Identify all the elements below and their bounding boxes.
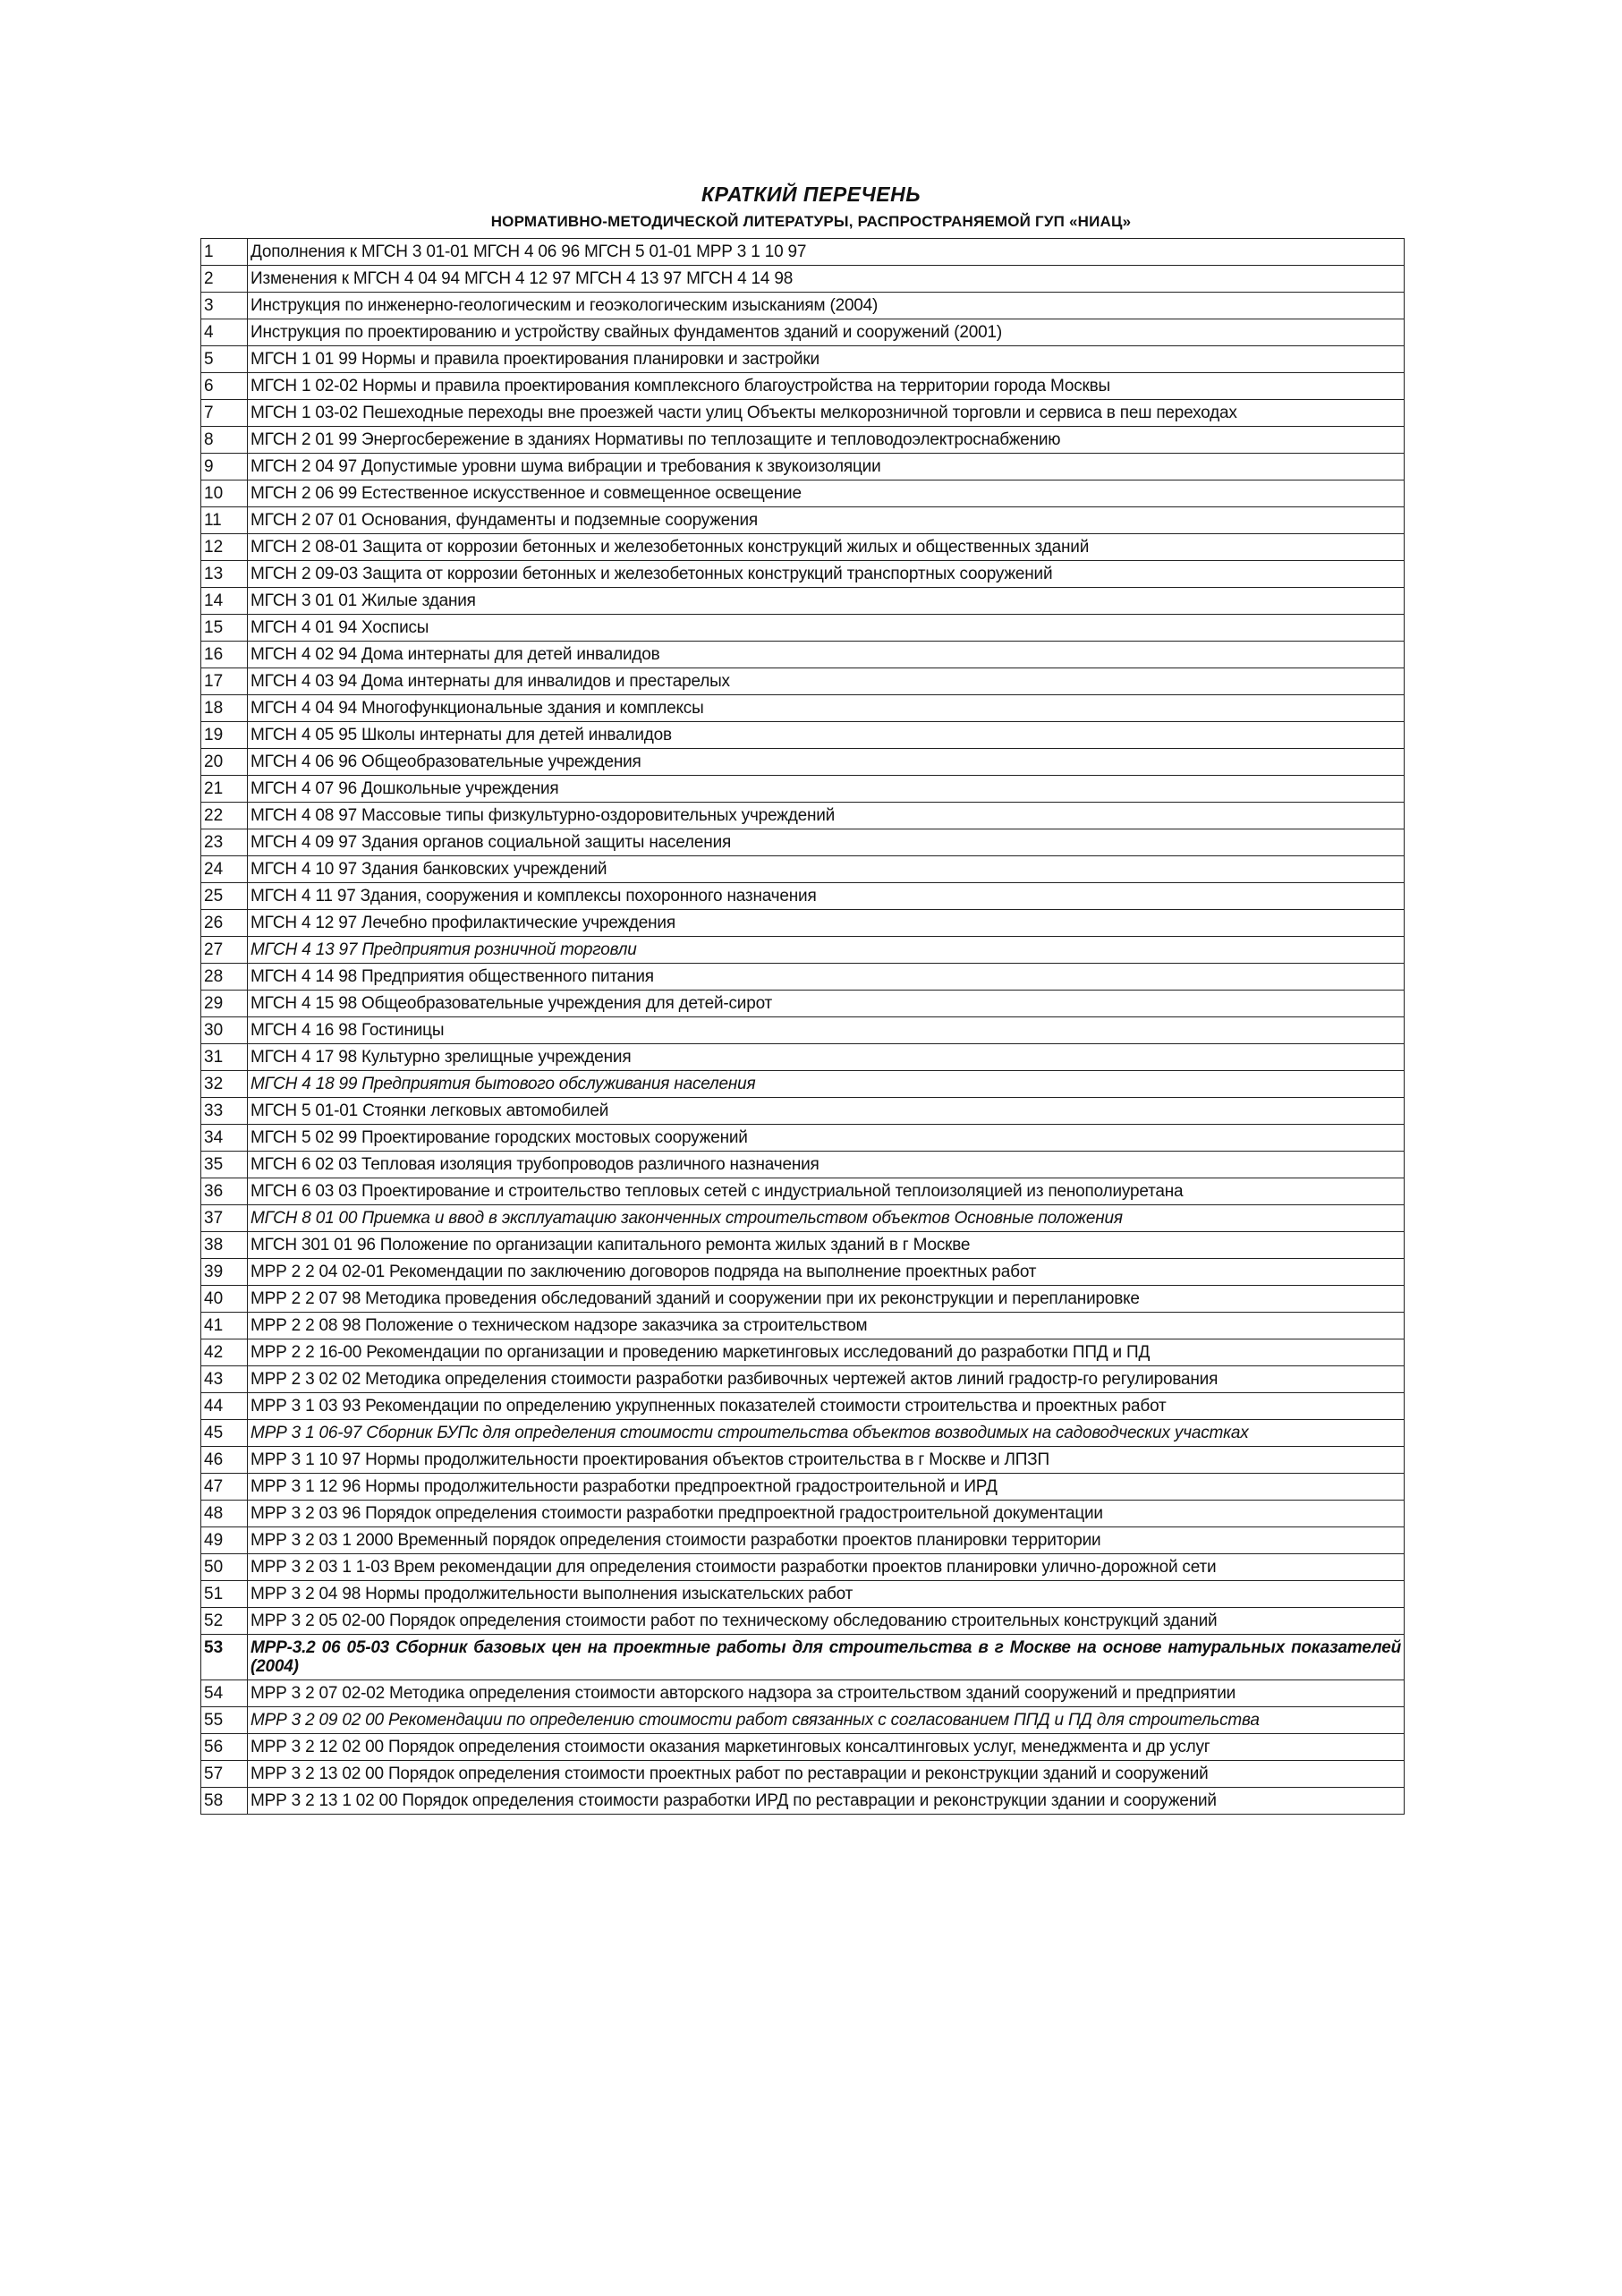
row-number: 2 (201, 266, 248, 293)
document-entry: МГСН 301 01 96 Положение по организации капитального ремонта жилых зданий в г Москве (248, 1232, 1405, 1259)
row-number: 21 (201, 776, 248, 803)
row-number: 10 (201, 480, 248, 507)
row-number: 1 (201, 239, 248, 266)
document-entry: МГСН 6 02 03 Тепловая изоляция трубопроводов различного назначения (248, 1152, 1405, 1178)
table-row (201, 1152, 1405, 1178)
row-number: 28 (201, 964, 248, 991)
document-entry: МГСН 2 08-01 Защита от коррозии бетонных и железобетонных конструкций жилых и общественных зданий (248, 534, 1405, 561)
table-row (201, 615, 1405, 642)
table-row (201, 588, 1405, 615)
row-number: 46 (201, 1447, 248, 1474)
table-row (201, 1420, 1405, 1447)
table-row (201, 1680, 1405, 1707)
table-row (201, 1581, 1405, 1608)
table-row (201, 1734, 1405, 1761)
row-number: 19 (201, 722, 248, 749)
document-entry: МГСН 1 02-02 Нормы и правила проектирования комплексного благоустройства на территории города Москвы (248, 373, 1405, 400)
document-entry: МГСН 4 13 97 Предприятия розничной торговли (248, 937, 1405, 964)
document-entry: МГСН 4 02 94 Дома интернаты для детей инвалидов (248, 642, 1405, 668)
row-number: 7 (201, 400, 248, 427)
row-number: 43 (201, 1366, 248, 1393)
table-row (201, 1474, 1405, 1501)
document-entry: МРР 2 2 07 98 Методика проведения обследований зданий и сооружении при их реконструкции и перепланировке (248, 1286, 1405, 1313)
row-number: 49 (201, 1527, 248, 1554)
document-entry: МГСН 2 04 97 Допустимые уровни шума вибрации и требования к звукоизоляции (248, 454, 1405, 480)
table-row (201, 561, 1405, 588)
row-number: 14 (201, 588, 248, 615)
document-entry: МГСН 4 10 97 Здания банковских учреждений (248, 856, 1405, 883)
row-number: 17 (201, 668, 248, 695)
table-row (201, 668, 1405, 695)
literature-table (200, 238, 1405, 1815)
row-number: 30 (201, 1017, 248, 1044)
table-row (201, 1098, 1405, 1125)
row-number: 35 (201, 1152, 248, 1178)
document-entry: МРР 3 2 03 1 1-03 Врем рекомендации для определения стоимости разработки проектов планировки улично-дорожной сети (248, 1554, 1405, 1581)
document-title: КРАТКИЙ ПЕРЕЧЕНЬ (701, 183, 921, 206)
document-entry: МРР 3 2 13 02 00 Порядок определения стоимости проектных работ по реставрации и реконструкции зданий и сооружений (248, 1761, 1405, 1788)
document-entry: МРР 2 2 04 02-01 Рекомендации по заключению договоров подряда на выполнение проектных работ (248, 1259, 1405, 1286)
table-row (201, 1761, 1405, 1788)
table-row (201, 480, 1405, 507)
row-number: 20 (201, 749, 248, 776)
document-subtitle: НОРМАТИВНО-МЕТОДИЧЕСКОЙ ЛИТЕРАТУРЫ, РАСПРОСТРАНЯЕМОЙ ГУП «НИАЦ» (490, 213, 1132, 230)
document-entry: МГСН 4 15 98 Общеобразовательные учреждения для детей-сирот (248, 991, 1405, 1017)
document-entry: МГСН 4 14 98 Предприятия общественного питания (248, 964, 1405, 991)
row-number: 53 (201, 1635, 248, 1680)
table-row (201, 776, 1405, 803)
row-number: 48 (201, 1501, 248, 1527)
document-entry: МГСН 1 01 99 Нормы и правила проектирования планировки и застройки (248, 346, 1405, 373)
table-row (201, 1044, 1405, 1071)
row-number: 39 (201, 1259, 248, 1286)
table-row (201, 1393, 1405, 1420)
table-row (201, 1232, 1405, 1259)
document-entry: МРР 3 2 05 02-00 Порядок определения стоимости работ по техническому обследованию строительных конструкций зданий (248, 1608, 1405, 1635)
row-number: 34 (201, 1125, 248, 1152)
row-number: 25 (201, 883, 248, 910)
table-row (201, 400, 1405, 427)
document-entry: МРР 2 2 08 98 Положение о техническом надзоре заказчика за строительством (248, 1313, 1405, 1339)
table-row (201, 749, 1405, 776)
row-number: 4 (201, 319, 248, 346)
table-row (201, 991, 1405, 1017)
document-entry: Изменения к МГСН 4 04 94 МГСН 4 12 97 МГСН 4 13 97 МГСН 4 14 98 (248, 266, 1405, 293)
table-row (201, 1788, 1405, 1815)
table-row (201, 1501, 1405, 1527)
row-number: 36 (201, 1178, 248, 1205)
row-number: 26 (201, 910, 248, 937)
row-number: 47 (201, 1474, 248, 1501)
table-row (201, 910, 1405, 937)
row-number: 40 (201, 1286, 248, 1313)
table-row (201, 1286, 1405, 1313)
document-entry: МГСН 4 17 98 Культурно зрелищные учреждения (248, 1044, 1405, 1071)
literature-table-body (201, 239, 1405, 1815)
document-entry: МГСН 3 01 01 Жилые здания (248, 588, 1405, 615)
row-number: 12 (201, 534, 248, 561)
row-number: 29 (201, 991, 248, 1017)
table-row (201, 883, 1405, 910)
table-row (201, 722, 1405, 749)
document-entry: МРР 3 2 07 02-02 Методика определения стоимости авторского надзора за строительством зданий сооружений и предприятии (248, 1680, 1405, 1707)
table-row (201, 266, 1405, 293)
table-row (201, 1554, 1405, 1581)
row-number: 41 (201, 1313, 248, 1339)
table-row (201, 856, 1405, 883)
table-row (201, 1707, 1405, 1734)
row-number: 51 (201, 1581, 248, 1608)
table-row (201, 239, 1405, 266)
document-entry: МГСН 4 07 96 Дошкольные учреждения (248, 776, 1405, 803)
document-entry: МГСН 4 12 97 Лечебно профилактические учреждения (248, 910, 1405, 937)
row-number: 15 (201, 615, 248, 642)
row-number: 22 (201, 803, 248, 829)
document-entry: МРР 3 1 10 97 Нормы продолжительности проектирования объектов строительства в г Москве и ЛПЗП (248, 1447, 1405, 1474)
table-row (201, 829, 1405, 856)
row-number: 5 (201, 346, 248, 373)
table-row (201, 1125, 1405, 1152)
table-row (201, 346, 1405, 373)
row-number: 37 (201, 1205, 248, 1232)
row-number: 18 (201, 695, 248, 722)
document-entry: МГСН 4 08 97 Массовые типы физкультурно-оздоровительных учреждений (248, 803, 1405, 829)
document-entry: МГСН 4 03 94 Дома интернаты для инвалидов и престарелых (248, 668, 1405, 695)
document-entry: МРР 3 2 12 02 00 Порядок определения стоимости оказания маркетинговых консалтинговых услуг, менеджмента и др услуг (248, 1734, 1405, 1761)
table-row (201, 937, 1405, 964)
document-entry: МРР 2 2 16-00 Рекомендации по организации и проведению маркетинговых исследований до разработки ППД и ПД (248, 1339, 1405, 1366)
row-number: 13 (201, 561, 248, 588)
row-number: 24 (201, 856, 248, 883)
document-entry: Инструкция по инженерно-геологическим и геоэкологическим изысканиям (2004) (248, 293, 1405, 319)
table-row (201, 803, 1405, 829)
row-number: 44 (201, 1393, 248, 1420)
table-row (201, 1366, 1405, 1393)
document-entry: МРР 3 2 13 1 02 00 Порядок определения стоимости разработки ИРД по реставрации и реконструкции здании и сооружений (248, 1788, 1405, 1815)
table-row (201, 1178, 1405, 1205)
document-entry: Дополнения к МГСН 3 01-01 МГСН 4 06 96 МГСН 5 01-01 МРР 3 1 10 97 (248, 239, 1405, 266)
document-entry: МРР 2 3 02 02 Методика определения стоимости разработки разбивочных чертежей актов линий градостр-го регулирования (248, 1366, 1405, 1393)
document-entry: МГСН 8 01 00 Приемка и ввод в эксплуатацию законченных строительством объектов Основные положения (248, 1205, 1405, 1232)
table-row (201, 319, 1405, 346)
row-number: 56 (201, 1734, 248, 1761)
row-number: 33 (201, 1098, 248, 1125)
document-entry: МГСН 4 05 95 Школы интернаты для детей инвалидов (248, 722, 1405, 749)
document-entry: МГСН 2 07 01 Основания, фундаменты и подземные сооружения (248, 507, 1405, 534)
table-row (201, 1608, 1405, 1635)
table-row (201, 1313, 1405, 1339)
table-row (201, 1339, 1405, 1366)
document-entry: МРР 3 1 12 96 Нормы продолжительности разработки предпроектной градостроительной и ИРД (248, 1474, 1405, 1501)
row-number: 52 (201, 1608, 248, 1635)
document-entry: МГСН 4 01 94 Хосписы (248, 615, 1405, 642)
document-entry: МГСН 4 11 97 Здания, сооружения и комплексы похоронного назначения (248, 883, 1405, 910)
table-row (201, 293, 1405, 319)
table-row (201, 427, 1405, 454)
row-number: 57 (201, 1761, 248, 1788)
table-row (201, 534, 1405, 561)
row-number: 11 (201, 507, 248, 534)
document-entry: МРР 3 1 03 93 Рекомендации по определению укрупненных показателей стоимости строительства и проектных работ (248, 1393, 1405, 1420)
table-row (201, 1527, 1405, 1554)
document-entry: МРР 3 1 06-97 Сборник БУПс для определения стоимости строительства объектов возводимых на садоводческих участках (248, 1420, 1405, 1447)
table-row (201, 1205, 1405, 1232)
document-entry: МГСН 5 01-01 Стоянки легковых автомобилей (248, 1098, 1405, 1125)
document-entry: Инструкция по проектированию и устройству свайных фундаментов зданий и сооружений (2001) (248, 319, 1405, 346)
table-row (201, 964, 1405, 991)
document-entry: МГСН 4 09 97 Здания органов социальной защиты населения (248, 829, 1405, 856)
row-number: 54 (201, 1680, 248, 1707)
document-entry: МГСН 4 06 96 Общеобразовательные учреждения (248, 749, 1405, 776)
document-entry: МГСН 2 09-03 Защита от коррозии бетонных и железобетонных конструкций транспортных сооружений (248, 561, 1405, 588)
document-entry: МГСН 5 02 99 Проектирование городских мостовых сооружений (248, 1125, 1405, 1152)
table-row (201, 695, 1405, 722)
row-number: 32 (201, 1071, 248, 1098)
document-entry: МГСН 4 18 99 Предприятия бытового обслуживания населения (248, 1071, 1405, 1098)
row-number: 58 (201, 1788, 248, 1815)
table-row (201, 1635, 1405, 1680)
row-number: 23 (201, 829, 248, 856)
row-number: 16 (201, 642, 248, 668)
document-entry: МГСН 1 03-02 Пешеходные переходы вне проезжей части улиц Объекты мелкорозничной торговли и сервиса в пеш переходах (248, 400, 1405, 427)
row-number: 3 (201, 293, 248, 319)
document-entry: МГСН 6 03 03 Проектирование и строительство тепловых сетей с индустриальной теплоизоляцией из пенополиуретана (248, 1178, 1405, 1205)
row-number: 9 (201, 454, 248, 480)
table-row (201, 454, 1405, 480)
table-row (201, 642, 1405, 668)
row-number: 6 (201, 373, 248, 400)
document-entry: МРР 3 2 09 02 00 Рекомендации по определению стоимости работ связанных с согласованием ППД и ПД для строительства (248, 1707, 1405, 1734)
row-number: 38 (201, 1232, 248, 1259)
table-row (201, 1071, 1405, 1098)
document-entry: МРР 3 2 04 98 Нормы продолжительности выполнения изыскательских работ (248, 1581, 1405, 1608)
table-row (201, 1259, 1405, 1286)
document-entry: МГСН 2 06 99 Естественное искусственное и совмещенное освещение (248, 480, 1405, 507)
table-row (201, 507, 1405, 534)
row-number: 45 (201, 1420, 248, 1447)
document-entry: МРР 3 2 03 96 Порядок определения стоимости разработки предпроектной градостроительной документации (248, 1501, 1405, 1527)
document-entry: МРР 3 2 03 1 2000 Временный порядок определения стоимости разработки проектов планировки территории (248, 1527, 1405, 1554)
row-number: 42 (201, 1339, 248, 1366)
table-row (201, 1017, 1405, 1044)
row-number: 8 (201, 427, 248, 454)
row-number: 27 (201, 937, 248, 964)
document-entry: МГСН 4 04 94 Многофункциональные здания и комплексы (248, 695, 1405, 722)
row-number: 31 (201, 1044, 248, 1071)
table-row (201, 1447, 1405, 1474)
document-entry: МГСН 2 01 99 Энергосбережение в зданиях Нормативы по теплозащите и тепловодоэлектроснабжению (248, 427, 1405, 454)
table-row (201, 373, 1405, 400)
document-entry: МРР-3.2 06 05-03 Сборник базовых цен на проектные работы для строительства в г Москве на основе натуральных показателей (2004) (248, 1635, 1405, 1680)
row-number: 50 (201, 1554, 248, 1581)
document-entry: МГСН 4 16 98 Гостиницы (248, 1017, 1405, 1044)
row-number: 55 (201, 1707, 248, 1734)
